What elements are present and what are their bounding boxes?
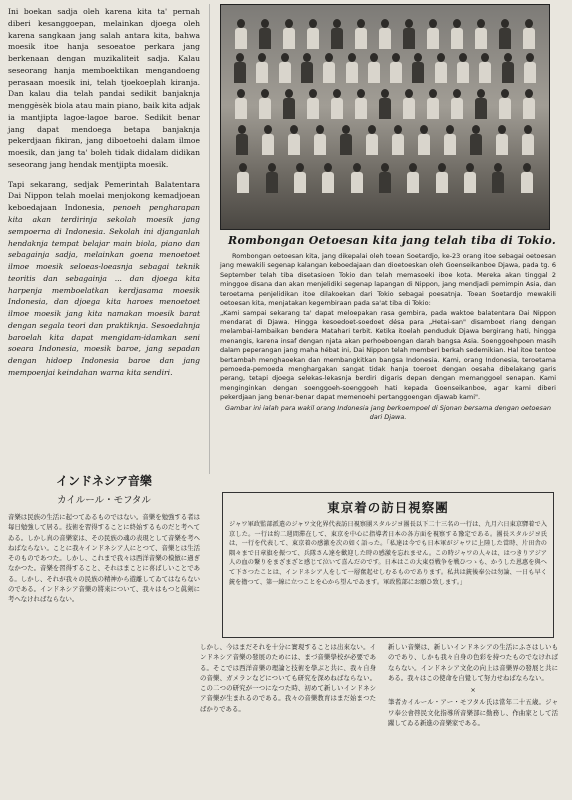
section-mark: × bbox=[470, 686, 476, 694]
japanese-article-column-3 bbox=[388, 642, 558, 728]
japanese-news-title: 東京着の訪日視察團 bbox=[327, 500, 449, 515]
japanese-article-column-2: しかし、今はまだそれを十分に實現することは出來ない。インドネシア音樂の發展のためには、まづ音樂學校が必要である。そこでは西洋音樂の理論と技術を學ぶと共に、我々自身の音樂、ガメランなどについても研究を深めねばならない。この二つの研究が一つになつた時、初めて新しいインドネシア音樂が生まれるのである。我々の音樂教育はまだ始まつたばかりである。 bbox=[200, 643, 376, 713]
news-quote: „Kami sampai sekarang ta' dapat meloepakan rasa gembira, pada waktoe balatentara Dai Nippon mendarat di Djawa. Hingga kesoedoet-soedoet désa para „Hetai-san" disamboet riang dengan melambai-lambaikan bendera Matahari terbit. Ketika itoelah penduduk Djawa bergirang hati, hingga menangis, karena insaf dengan njata akan perhoeboengan darah bangsa Asia. Soenggoehpoen masih dalam peperangan jang maha hébat ini, Dai Nippon telah memberi berkah sedemikian. Hal itoe tentoe bertambah menghaoekan dan membangkitkan bangsa Indonesia. Kami, orang Indonesia, teroetama pemoeda-pemoeda menghargakan sangat tidak hanja toeroet dengan oesaha dibelakang garis perang, tetapi djoega selekas-lekasnja berdiri digaris depan dengan memanggoel senapan. Kami menginginkan dengan soenggoeh-soenggoeh hati kepada Goenseikanboe, agar kami diberi pekerdjaan jang benar-benar dapat memenoehi pertanggoengan djawab kami". bbox=[220, 308, 556, 402]
left-paragraph-2 bbox=[8, 179, 200, 379]
japanese-article-text-3: 新しい音樂は、新しいインドネシアの生活にふさはしいものであり、しかも我々自身の色彩を持つたものでなければならない。インドネシア文化の向上は音樂界の發展と共にある。我々はこの使命を自覺して努力せねばならない。 bbox=[388, 643, 558, 682]
photo-caption: Gambar ini ialah para wakil orang Indonesia jang berkoempoel di Sjonan bersama dengan oetoesan dari Djawa. bbox=[225, 403, 551, 422]
japanese-article-text-1: 音樂は民族の生活に起つてゐるものではない。音樂を勉強する者は毎日勉強して居る。技術を習得することに終始するものだと考へてゐる。しかし真の音樂家は、その民族の魂の表現として音樂を考へねばならない。ことに我々インドネシア人にとつて、音樂とは生活そのものであつた。しかし、これまで我々は西洋音樂の模倣に過ぎなかつた。音樂を習得すること、それはまことに喜ばしいことである。しかし、それが我々の民族の精神から遊離してゐてはならないのである。インドネシア音樂の將來について、我々はもつと眞剣に考へなければならない。 bbox=[8, 513, 200, 603]
japanese-news-box bbox=[222, 492, 554, 638]
left-paragraph-1: Ini boekan sadja oleh karena kita ta' pernah diberi kesanggoepan, melainkan djoega oleh karena sangkaan jang salah antara kita, bahwa moesik itoe hanja sesoeatoe perkara jang berkenaan dengan muzikaliteit sadja. Kalau seseorang hanja memboektikan mengandoeng perasaan moesik ini, telah tjoekoeplah kiranja. Dan kalau dia telah pandai sedikit banjaknja menggèsèk biola atau main piano, baik kita adjak ia mantjipta lagoe-lagoe baroe. Sedikit benar jang dapat mendoega betapa banjaknja pekerdjaan fikiran, jang diboetoehi dalam ilmoe moesik, dan jang ta' boleh tidak didalam didikan seseorang jang hendak mentjipta moesik. bbox=[8, 7, 200, 169]
left-paragraph-2-italic: penoeh pengharapan kita akan terdirinja sekolah moesik jang sempoerna di Indonesia. Sekolah ini djanganlah hendaknja tempat belajar main biola, piano dan sebagainja sadja, melainkan goena menoetoet ilmoe moesik seloeas-loeasnja sebagai teknik teoritis dan sebagainja ... dan djoega bbox=[8, 203, 200, 283]
news-headline: Rombongan Oetoesan kita jang telah tiba di Tokio. bbox=[228, 234, 556, 247]
column-divider bbox=[209, 4, 210, 474]
japanese-article-column-1 bbox=[8, 472, 200, 604]
japanese-article-author: カイルール・モフタル bbox=[57, 495, 151, 506]
japanese-article-heading: インドネシア音樂 bbox=[56, 474, 152, 488]
news-article-body bbox=[220, 252, 556, 423]
group-photo bbox=[220, 4, 550, 230]
left-column-article bbox=[8, 6, 200, 387]
author-note: 筆者カイルール・アー・モフタル氏は當年二十五歳。ジャワ奉公會啓民文化指導所音樂部に勤務し、作曲家として活躍してゐる新進の音樂家である。 bbox=[388, 698, 558, 727]
japanese-news-text: ジャワ軍政監部派遣のジャワ文化界代表訪日視察團スタルジヨ團長以下二十三名の一行は、九月六日東京驛着で入京した。一行は約二週間滞在して、東京を中心に指導者日本の各方面を視察する豫定である。團長スタルジヨ氏は、一行を代表して、東京着の感激を次の如く語った。「私達は今でも日本軍がジャワに上陸した當時、片田舎の隅々まで日章旗を振つて、兵隊さん達を歡迎した時の感激を忘れません。この時ジャワの人々は、はつきりアジア人の血の繋りをまざまざと感じて泣いて喜んだのです。日本はこの大東亞戦争を戦ひつゝも、かうした恩惠を與へて下さつたことは、インドネシア人をして一層奮起せしむるものであります。私共は銃後奉公は勿論、一日も早く銃を擔つて、第一線に立つことを心から望んでゐます。軍政監部にお願ひ致します。」 bbox=[229, 521, 547, 586]
left-paragraph-2-tail: kita harpenja memboelatkan kerdjasama moesik Indonesia, dan djoega kita haroes menoetoet ilmoe moesik jang kita namakan moesik barat dengan segala teori dan praktiknja. Sesoedahnja baroelah kita dapat mengidam-idamkan seni soeara Indonesia, moesik baroe, jang sepadan dengan hidoep Indonesia baroe dan jang mempoenjai keindahan warna kita sendiri. bbox=[8, 273, 200, 377]
news-paragraph-1: Rombongan oetoesan kita, jang dikepalai oleh toean Soetardjo, ke-23 orang itoe sebagai oetoesan jang mewakili segenap kalangan keboedajaan dan dioetoeskan oleh Goenseikanboe Djawa, pada tg. 6 September telah tiba disetasioen Tokio dan telah memasoeki iboe kota. Mereka akan tinggal 2 minggoe disana dan akan menjelidiki segenap lapangan di Nippon, jang mendjadi pemimpin Asia, dan teroetama penjelidikan itoe dilakoekan dari Tokio sebagai poesatnja. Toean Soetardjo mewakili oetoesan kita, menjatakan kegembiraan pada sa'at tiba di Tokio: bbox=[220, 252, 556, 308]
left-paragraph-2-plain: Tapi sekarang, sedjak Pemerintah Balatentara Dai Nippon telah moelai menjokong kemadjoean keboedajaan Indonesia, bbox=[8, 179, 200, 213]
